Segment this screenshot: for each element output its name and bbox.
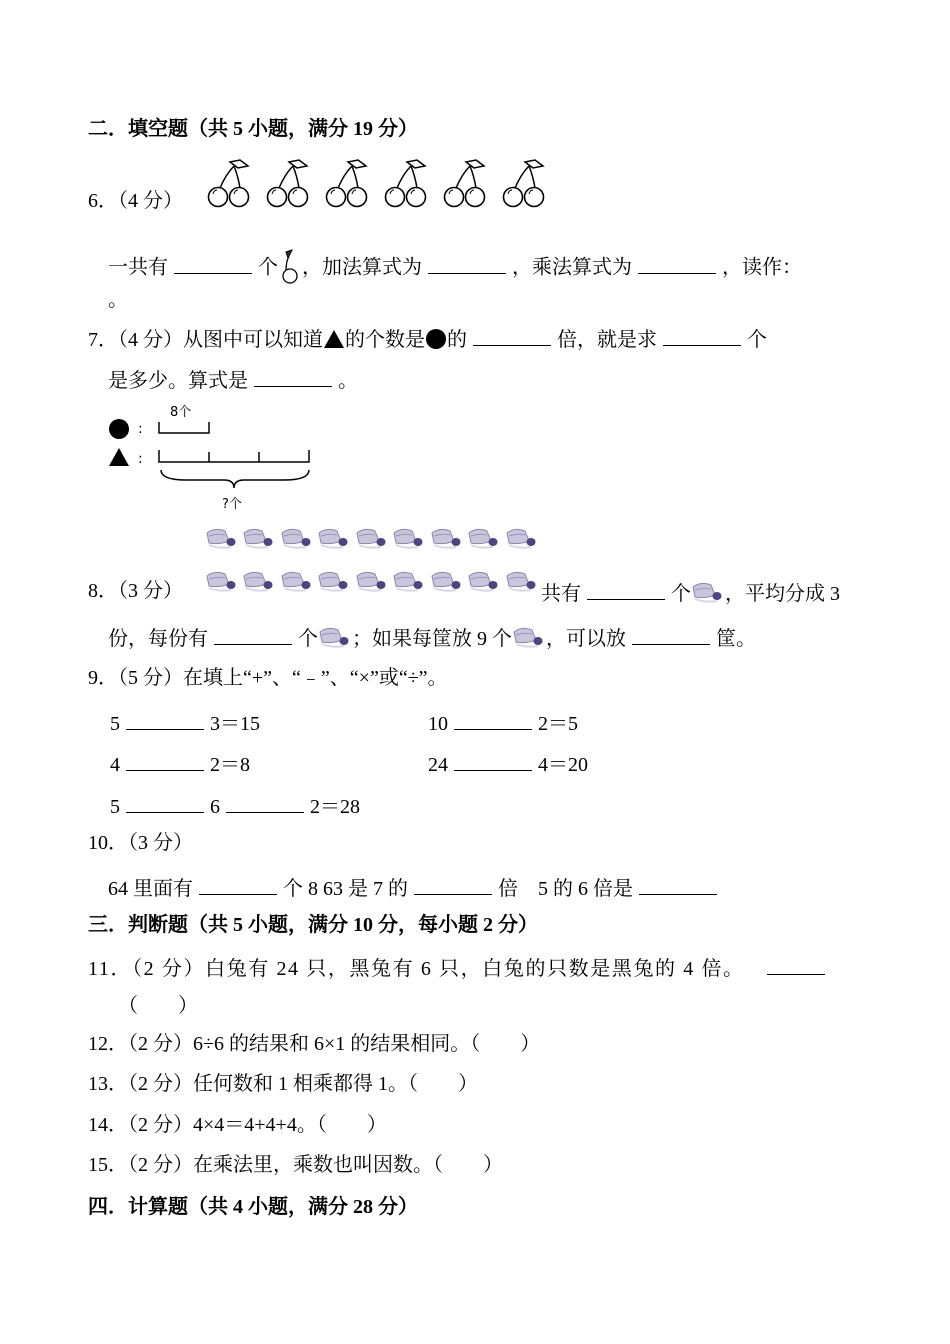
q6-blank-2[interactable] bbox=[428, 255, 506, 274]
q13-line bbox=[88, 1074, 478, 1094]
q15-number: 15． bbox=[88, 1154, 128, 1176]
q8-number: 8． bbox=[88, 580, 118, 602]
q11-paren[interactable]: （ ） bbox=[118, 995, 198, 1017]
shuttlecock-icon bbox=[282, 572, 311, 590]
shuttlecock-icon bbox=[691, 581, 725, 609]
shuttlecock-icon bbox=[469, 529, 498, 547]
q10-header bbox=[88, 833, 193, 853]
q8-shuttle-row-1 bbox=[205, 527, 545, 553]
shuttlecock-icon bbox=[432, 572, 461, 590]
diagram-circle-icon bbox=[109, 419, 129, 439]
q9-item-1 bbox=[110, 711, 260, 734]
q9-item-4-a: 24 bbox=[428, 754, 448, 776]
q10-text-b: 个 8 63 是 7 的 bbox=[283, 878, 408, 900]
q11-text: 白兔有 24 只，黑兔有 6 只，白兔的只数是黑兔的 4 倍。 bbox=[205, 958, 745, 980]
q6-cherry-row bbox=[204, 158, 554, 208]
q9-score: （5 分） bbox=[118, 667, 183, 689]
q7-line-2 bbox=[108, 368, 358, 391]
shuttlecock-icon bbox=[394, 572, 423, 590]
q8-shuttle-icons-2 bbox=[205, 570, 545, 596]
q15-line bbox=[88, 1155, 503, 1175]
shuttlecock-icon bbox=[507, 572, 536, 590]
q10-score: （3 分） bbox=[128, 832, 193, 854]
q8-blank-2[interactable] bbox=[214, 626, 292, 645]
q8-line-1 bbox=[541, 581, 840, 609]
diagram-triangle-bar bbox=[159, 450, 309, 462]
diagram-colon-1: : bbox=[138, 421, 143, 437]
q9-header bbox=[88, 668, 448, 688]
section-2-title: 二．填空题（共 5 小题，满分 19 分） bbox=[88, 118, 418, 140]
q13-score: （2 分） bbox=[128, 1073, 193, 1095]
q9-item-5-c: 2＝28 bbox=[310, 796, 360, 818]
cherry-icon bbox=[327, 160, 367, 207]
q12-line bbox=[88, 1034, 540, 1054]
q11-line bbox=[88, 956, 831, 979]
shuttlecock-icon bbox=[512, 626, 546, 654]
cherry-icon bbox=[268, 160, 308, 207]
q6-text-e: ，读作： bbox=[722, 256, 802, 279]
q8-text-e: 个 bbox=[298, 628, 318, 650]
q9-item-3-b: 2＝8 bbox=[210, 754, 250, 776]
q8-text-h: 筐。 bbox=[716, 628, 756, 650]
q9-item-4-b: 4＝20 bbox=[538, 754, 588, 776]
shuttlecock-icon bbox=[507, 529, 536, 547]
q6-header bbox=[88, 191, 183, 211]
q12-number: 12． bbox=[88, 1033, 128, 1055]
q9-item-2-a: 10 bbox=[428, 713, 448, 735]
q9-item-3 bbox=[110, 752, 250, 775]
q9-item-5-a: 5 bbox=[110, 796, 120, 818]
q8-text-f: ；如果每筐放 9 个 bbox=[352, 628, 512, 650]
shuttlecock-icon bbox=[207, 529, 236, 547]
single-cherry-icon bbox=[278, 250, 302, 288]
q9-item-5-b: 6 bbox=[210, 796, 220, 818]
q12-text: 6÷6 的结果和 6×1 的结果相同。（ ） bbox=[193, 1033, 541, 1055]
q9-blank-3[interactable] bbox=[126, 752, 204, 771]
q8-shuttle-row-2 bbox=[205, 570, 545, 596]
q9-item-2 bbox=[428, 711, 578, 734]
q7-blank-2[interactable] bbox=[663, 327, 741, 346]
q7-text-d: 倍，就是求 bbox=[557, 329, 657, 351]
q9-item-3-a: 4 bbox=[110, 754, 120, 776]
q10-blank-3[interactable] bbox=[639, 876, 717, 895]
diagram-circle-bar bbox=[159, 422, 209, 433]
q12-score: （2 分） bbox=[128, 1033, 193, 1055]
q9-item-1-a: 5 bbox=[110, 713, 120, 735]
q7-score: （4 分） bbox=[118, 329, 183, 351]
q6-cherry-icons bbox=[204, 158, 554, 208]
diagram-brace bbox=[161, 470, 309, 488]
q14-line bbox=[88, 1115, 387, 1135]
q14-text: 4×4＝4+4+4。（ ） bbox=[193, 1114, 387, 1136]
q14-number: 14． bbox=[88, 1114, 128, 1136]
q9-blank-4[interactable] bbox=[454, 752, 532, 771]
cherry-icon bbox=[504, 160, 544, 207]
shuttlecock-icon bbox=[357, 572, 386, 590]
q7-line-1 bbox=[88, 327, 767, 354]
shuttlecock-icon bbox=[469, 572, 498, 590]
q7-blank-1[interactable] bbox=[473, 327, 551, 346]
shuttlecock-icon bbox=[282, 529, 311, 547]
q9-blank-1[interactable] bbox=[126, 711, 204, 730]
q6-end: 。 bbox=[108, 289, 128, 311]
q8-text-d: 份，每份有 bbox=[108, 628, 208, 650]
q9-item-4 bbox=[428, 752, 588, 775]
q9-item-2-b: 2＝5 bbox=[538, 713, 578, 735]
q7-text-c: 的 bbox=[447, 329, 467, 351]
q13-number: 13． bbox=[88, 1073, 128, 1095]
q7-text-b: 的个数是 bbox=[345, 329, 425, 351]
section-3-title: 三．判断题（共 5 小题，满分 10 分，每小题 2 分） bbox=[88, 914, 538, 936]
q7-text-e: 个 bbox=[747, 329, 767, 351]
q7-text-a: 从图中可以知道 bbox=[183, 329, 323, 351]
shuttlecock-icon bbox=[318, 626, 352, 654]
shuttlecock-icon bbox=[432, 529, 461, 547]
section-4-title: 四．计算题（共 4 小题，满分 28 分） bbox=[88, 1196, 418, 1218]
q8-text-g: ，可以放 bbox=[546, 628, 626, 650]
shuttlecock-icon bbox=[357, 529, 386, 547]
q6-blank-3[interactable] bbox=[638, 255, 716, 274]
diagram-label-q: ?个 bbox=[222, 497, 242, 512]
q7-text-f: 是多少。算式是 bbox=[108, 370, 248, 392]
q9-item-1-b: 3＝15 bbox=[210, 713, 260, 735]
q9-item-5 bbox=[110, 794, 360, 817]
shuttlecock-icon bbox=[207, 572, 236, 590]
q6-blank-1[interactable] bbox=[174, 255, 252, 274]
q8-text-a: 共有 bbox=[541, 583, 581, 605]
q6-text-b: 个 bbox=[258, 256, 278, 279]
q7-number: 7． bbox=[88, 329, 118, 351]
q9-blank-2[interactable] bbox=[454, 711, 532, 730]
shuttlecock-icon bbox=[319, 572, 348, 590]
q10-text-a: 64 里面有 bbox=[108, 878, 193, 900]
circle-icon bbox=[425, 328, 447, 354]
q9-blank-5[interactable] bbox=[126, 794, 204, 813]
diagram-triangle-icon bbox=[109, 448, 129, 466]
q11-number: 11． bbox=[88, 958, 133, 980]
cherry-icon bbox=[386, 160, 426, 207]
q9-number: 9． bbox=[88, 667, 118, 689]
q7-diagram bbox=[106, 400, 326, 515]
diagram-colon-2: : bbox=[138, 451, 143, 467]
shuttlecock-icon bbox=[319, 529, 348, 547]
q7-blank-3[interactable] bbox=[254, 368, 332, 387]
q10-blank-2[interactable] bbox=[414, 876, 492, 895]
q15-score: （2 分） bbox=[128, 1154, 193, 1176]
q6-text-d: ，乘法算式为 bbox=[512, 256, 632, 279]
q6-line bbox=[108, 250, 802, 288]
q10-text-c: 倍 5 的 6 倍是 bbox=[498, 878, 633, 900]
q11-blank[interactable] bbox=[767, 956, 825, 975]
q8-blank-1[interactable] bbox=[587, 581, 665, 600]
q8-score: （3 分） bbox=[118, 580, 183, 602]
q8-text-b: 个 bbox=[671, 583, 691, 605]
shuttlecock-icon bbox=[394, 529, 423, 547]
q10-blank-1[interactable] bbox=[199, 876, 277, 895]
shuttlecock-icon bbox=[244, 572, 273, 590]
cherry-icon bbox=[445, 160, 485, 207]
q15-text: 在乘法里，乘数也叫因数。（ ） bbox=[193, 1154, 503, 1176]
q8-text-c: ，平均分成 3 bbox=[725, 583, 840, 605]
q9-blank-6[interactable] bbox=[226, 794, 304, 813]
q8-header bbox=[88, 581, 183, 601]
q10-number: 10． bbox=[88, 832, 128, 854]
q14-score: （2 分） bbox=[128, 1114, 193, 1136]
q6-number: 6． bbox=[88, 190, 118, 212]
q6-text-c: ，加法算式为 bbox=[302, 256, 422, 279]
q9-text: 在填上“+”、“﹣”、“×”或“÷”。 bbox=[183, 667, 448, 689]
q6-score: （4 分） bbox=[118, 190, 183, 212]
q8-blank-3[interactable] bbox=[632, 626, 710, 645]
shuttlecock-icon bbox=[244, 529, 273, 547]
q10-line bbox=[108, 876, 723, 899]
q8-line-2 bbox=[108, 626, 756, 654]
q7-text-g: 。 bbox=[338, 370, 358, 392]
cherry-icon bbox=[209, 160, 249, 207]
q6-text-a: 一共有 bbox=[108, 256, 168, 279]
q11-score: （2 分） bbox=[132, 958, 206, 980]
q8-shuttle-icons-1 bbox=[205, 527, 545, 553]
triangle-icon bbox=[323, 329, 345, 353]
q13-text: 任何数和 1 相乘都得 1。（ ） bbox=[193, 1073, 478, 1095]
diagram-label-8: 8个 bbox=[170, 405, 192, 420]
